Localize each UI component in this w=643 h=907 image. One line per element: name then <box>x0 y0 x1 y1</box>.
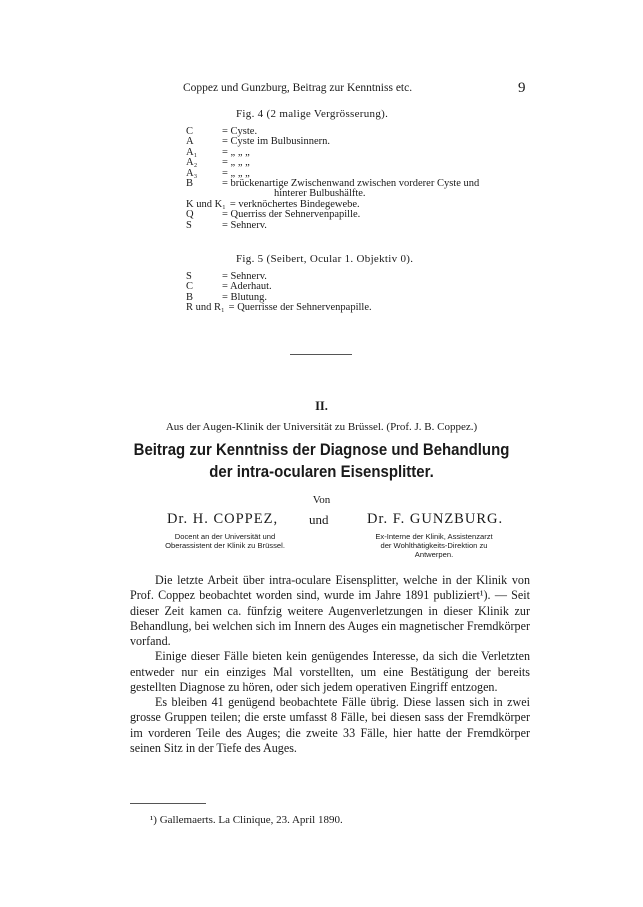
affiliation-line: Antwerpen. <box>414 550 454 559</box>
legend-text: = Querrisse der Sehnervenpapille. <box>228 302 372 314</box>
section-number: II. <box>315 399 328 413</box>
legend-key: B <box>186 291 194 303</box>
figure-5-legend <box>186 272 372 314</box>
figure-4-legend <box>186 127 479 231</box>
author-1-affiliation <box>150 532 300 550</box>
article-title-line-2: der intra-ocularen Eisensplitter. <box>209 462 434 481</box>
legend-key: S <box>186 219 192 231</box>
figure-4-caption: Fig. 4 (2 malige Vergrösserung). <box>236 108 389 120</box>
legend-key: C <box>186 126 194 137</box>
legend-key: K und K₁ <box>186 198 226 210</box>
legend-text: = Cyste im Bulbusinnern. <box>222 136 331 148</box>
legend-key: A₂ <box>186 157 198 169</box>
body-paragraph: Einige dieser Fälle bieten kein genügendes Interesse, da sich die Verletzten entweder nur ein einziges Mal vorstellten, um eine Bestätigung der bereits gestellten Diagnose zu hören, oder sich jedem operativen Eingriff entzogen. <box>130 649 530 694</box>
legend-text: = Aderhaut. <box>222 281 272 293</box>
legend-row <box>186 282 372 292</box>
legend-text: = brückenartige Zwischenwand zwischen vorderer Cyste und <box>222 177 480 189</box>
legend-text: = „ „ „ <box>222 146 250 158</box>
legend-text: hinterer Bulbushälfte. <box>274 188 366 200</box>
article-origin: Aus der Augen-Klinik der Universität zu Brüssel. (Prof. J. B. Coppez.) <box>165 421 478 433</box>
affiliation-line: Docent an der Universität und <box>174 532 276 541</box>
affiliation-line: Oberassistent der Klinik zu Brüssel. <box>165 541 285 550</box>
legend-text: = Querriss der Sehnervenpapille. <box>222 209 361 221</box>
affiliation-line: der Wohlthätigkeits-Direktion zu <box>380 541 488 550</box>
legend-key: A₃ <box>186 167 198 179</box>
body-paragraph: Die letzte Arbeit über intra-oculare Eisensplitter, welche in der Klinik von Prof. Coppez beobachtet worden sind, wurde im Jahre 1891 publiziert¹). — Seit dieser Zeit kamen ca. fünfzig weitere Augenverletzungen in dieser Klinik zur Behandlung, bei welchen sich im Innern des Auges ein magnetischer Fremdkörper vorfand. <box>130 573 530 648</box>
author-1: Dr. H. COPPEZ, <box>167 511 279 527</box>
footnote-divider <box>130 803 206 804</box>
legend-text: = „ „ „ <box>222 157 250 169</box>
byline-von: Von <box>312 494 331 506</box>
article-title-line-1: Beitrag zur Kenntniss der Diagnose und Behandlung <box>133 440 510 459</box>
author-2-affiliation <box>345 532 523 559</box>
legend-text: = verknöchertes Bindegewebe. <box>229 198 360 210</box>
legend-text: = „ „ „ <box>222 167 250 179</box>
legend-key: R und R₁ <box>186 302 225 314</box>
legend-text: = Blutung. <box>222 291 268 303</box>
body-paragraph: Es bleiben 41 genügend beobachtete Fälle übrig. Diese lassen sich in zwei grosse Gruppen teilen; die erste umfasst 8 Fälle, bei diesen sass der Fremdkörper im vorderen Teile des Auges; die zweite 33 Fälle, hier hatte der Fremdkörper seinen Sitz in der Tiefe des Auges. <box>130 695 530 755</box>
running-header: Coppez und Gunzburg, Beitrag zur Kenntniss etc. <box>183 82 413 94</box>
page-number: 9 <box>518 80 526 96</box>
legend-key: B <box>186 177 194 189</box>
figure-5-caption: Fig. 5 (Seibert, Ocular 1. Objektiv 0). <box>236 253 414 265</box>
author-conjunction: und <box>309 512 329 527</box>
legend-row <box>186 303 372 313</box>
legend-key: A <box>186 136 194 148</box>
legend-key: A₁ <box>186 146 198 158</box>
legend-text: = Cyste. <box>222 126 258 137</box>
legend-row <box>186 221 479 231</box>
legend-key: C <box>186 281 194 293</box>
legend-text: = Sehnerv. <box>222 219 267 231</box>
legend-row <box>186 272 372 282</box>
legend-key: S <box>186 271 192 282</box>
legend-key: Q <box>186 209 194 221</box>
article-body <box>130 573 530 756</box>
section-divider <box>290 354 352 355</box>
author-2: Dr. F. GUNZBURG. <box>367 511 504 527</box>
legend-text: = Sehnerv. <box>222 271 267 282</box>
footnote: ¹) Gallemaerts. La Clinique, 23. April 1890. <box>150 814 343 826</box>
affiliation-line: Ex-Interne der Klinik, Assistenzarzt <box>375 532 493 541</box>
